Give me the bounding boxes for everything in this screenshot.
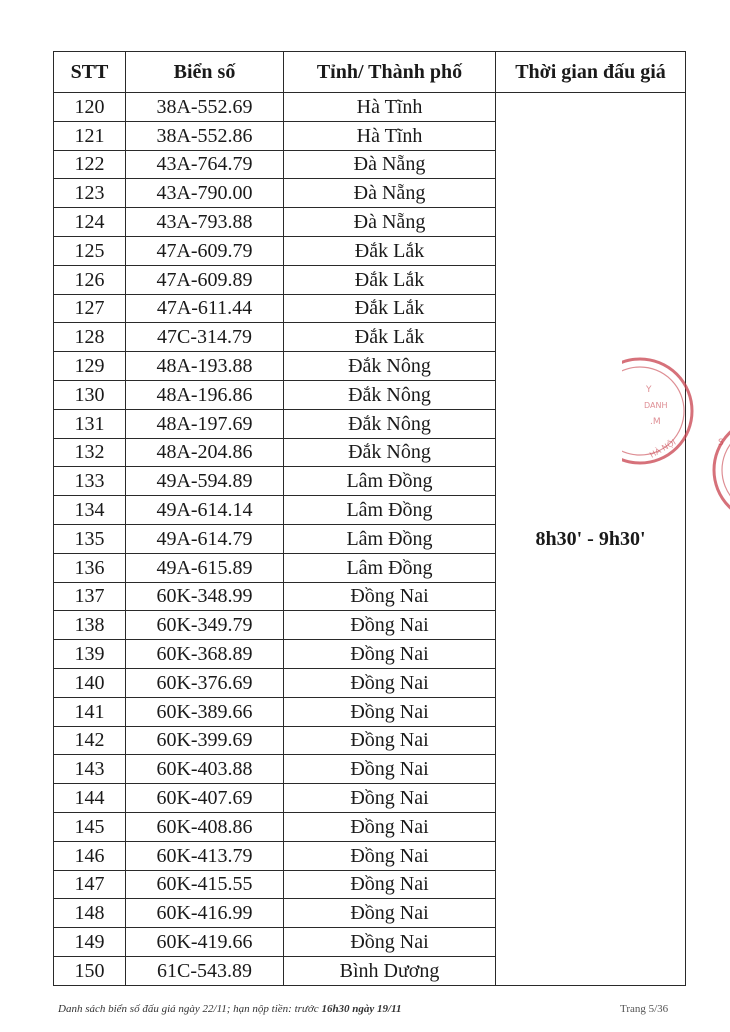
stt-cell: 130 [54, 380, 126, 409]
svg-text:.M: .M [650, 417, 661, 427]
province-cell: Đồng Nai [284, 870, 496, 899]
plate-cell: 60K-415.55 [126, 870, 284, 899]
stt-cell: 132 [54, 438, 126, 467]
stt-cell: 137 [54, 582, 126, 611]
province-cell: Đà Nẵng [284, 150, 496, 179]
footer-list-label: Danh sách biển số đấu giá ngày [58, 1003, 200, 1015]
province-cell: Hà Tĩnh [284, 121, 496, 150]
stt-cell: 143 [54, 755, 126, 784]
plate-cell: 48A-196.86 [126, 380, 284, 409]
province-cell: Đồng Nai [284, 899, 496, 928]
province-cell: Đồng Nai [284, 582, 496, 611]
province-cell: Đồng Nai [284, 841, 496, 870]
province-cell: Lâm Đồng [284, 553, 496, 582]
plate-cell: 60K-399.69 [126, 726, 284, 755]
province-cell: Lâm Đồng [284, 496, 496, 525]
stt-cell: 120 [54, 93, 126, 122]
stt-cell: 136 [54, 553, 126, 582]
province-cell: Đắk Nông [284, 352, 496, 381]
province-cell: Đồng Nai [284, 611, 496, 640]
province-cell: Đà Nẵng [284, 179, 496, 208]
stt-cell: 150 [54, 956, 126, 985]
stt-cell: 144 [54, 784, 126, 813]
plate-cell: 43A-793.88 [126, 208, 284, 237]
plate-cell: 60K-376.69 [126, 668, 284, 697]
plate-cell: 61C-543.89 [126, 956, 284, 985]
stt-cell: 148 [54, 899, 126, 928]
auction-plate-table [53, 51, 686, 986]
plate-cell: 43A-790.00 [126, 179, 284, 208]
province-cell: Đồng Nai [284, 812, 496, 841]
stt-cell: 122 [54, 150, 126, 179]
plate-cell: 49A-615.89 [126, 553, 284, 582]
stt-cell: 142 [54, 726, 126, 755]
province-cell: Đồng Nai [284, 726, 496, 755]
province-cell: Hà Tĩnh [284, 93, 496, 122]
stt-cell: 138 [54, 611, 126, 640]
stt-cell: 127 [54, 294, 126, 323]
province-cell: Đắk Nông [284, 380, 496, 409]
plate-cell: 49A-614.14 [126, 496, 284, 525]
svg-text:DANH: DANH [644, 401, 668, 410]
plate-cell: 48A-193.88 [126, 352, 284, 381]
plate-cell: 60K-419.66 [126, 928, 284, 957]
plate-cell: 48A-204.86 [126, 438, 284, 467]
red-seal-stamp-edge [708, 415, 730, 525]
footer-auction-date: 22/11 [202, 1003, 227, 1015]
plate-cell: 47A-609.89 [126, 265, 284, 294]
header-province: Tỉnh/ Thành phố [284, 52, 496, 93]
province-cell: Đồng Nai [284, 928, 496, 957]
province-cell: Lâm Đồng [284, 524, 496, 553]
plate-cell: 48A-197.69 [126, 409, 284, 438]
stt-cell: 129 [54, 352, 126, 381]
province-cell: Bình Dương [284, 956, 496, 985]
province-cell: Đồng Nai [284, 640, 496, 669]
stt-cell: 133 [54, 467, 126, 496]
table-header-row [54, 52, 686, 93]
stt-cell: 149 [54, 928, 126, 957]
province-cell: Đắk Lắk [284, 294, 496, 323]
header-auction-time: Thời gian đấu giá [496, 52, 686, 93]
svg-text:S: S [718, 438, 724, 448]
stt-cell: 145 [54, 812, 126, 841]
province-cell: Lâm Đồng [284, 467, 496, 496]
red-seal-stamp [622, 352, 700, 470]
stt-cell: 139 [54, 640, 126, 669]
plate-cell: 43A-764.79 [126, 150, 284, 179]
stt-cell: 124 [54, 208, 126, 237]
province-cell: Đồng Nai [284, 784, 496, 813]
stt-cell: 141 [54, 697, 126, 726]
stt-cell: 123 [54, 179, 126, 208]
auction-time-cell: 8h30' - 9h30' [496, 93, 686, 986]
footer-deadline: 16h30 ngày 19/11 [321, 1003, 402, 1015]
plate-cell: 60K-407.69 [126, 784, 284, 813]
table-row [54, 93, 686, 122]
plate-cell: 60K-368.89 [126, 640, 284, 669]
stt-cell: 126 [54, 265, 126, 294]
stt-cell: 140 [54, 668, 126, 697]
plate-cell: 38A-552.69 [126, 93, 284, 122]
plate-cell: 47A-611.44 [126, 294, 284, 323]
stt-cell: 128 [54, 323, 126, 352]
province-cell: Đắk Lắk [284, 265, 496, 294]
stt-cell: 121 [54, 121, 126, 150]
footer-deposit-label: ; hạn nộp tiền: trước [226, 1003, 319, 1015]
stt-cell: 147 [54, 870, 126, 899]
plate-cell: 38A-552.86 [126, 121, 284, 150]
plate-cell: 47C-314.79 [126, 323, 284, 352]
stt-cell: 146 [54, 841, 126, 870]
plate-cell: 60K-389.66 [126, 697, 284, 726]
province-cell: Đắk Lắk [284, 236, 496, 265]
province-cell: Đồng Nai [284, 697, 496, 726]
province-cell: Đắk Nông [284, 409, 496, 438]
province-cell: Đắk Lắk [284, 323, 496, 352]
province-cell: Đắk Nông [284, 438, 496, 467]
seal-graphic [622, 352, 700, 470]
plate-cell: 60K-403.88 [126, 755, 284, 784]
stt-cell: 134 [54, 496, 126, 525]
header-plate: Biển số [126, 52, 284, 93]
plate-cell: 60K-413.79 [126, 841, 284, 870]
seal-edge-graphic [708, 415, 730, 525]
plate-cell: 49A-594.89 [126, 467, 284, 496]
table-body [54, 93, 686, 986]
header-stt: STT [54, 52, 126, 93]
plate-cell: 60K-348.99 [126, 582, 284, 611]
province-cell: Đà Nẵng [284, 208, 496, 237]
plate-cell: 47A-609.79 [126, 236, 284, 265]
plate-cell: 60K-416.99 [126, 899, 284, 928]
stt-cell: 131 [54, 409, 126, 438]
province-cell: Đồng Nai [284, 755, 496, 784]
svg-text:Y: Y [646, 385, 652, 395]
page-number: Trang 5/36 [620, 1003, 669, 1015]
plate-cell: 60K-349.79 [126, 611, 284, 640]
stt-cell: 125 [54, 236, 126, 265]
stt-cell: 135 [54, 524, 126, 553]
plate-cell: 49A-614.79 [126, 524, 284, 553]
province-cell: Đồng Nai [284, 668, 496, 697]
svg-text:HÀ NỘI: HÀ NỘI [648, 437, 678, 460]
plate-cell: 60K-408.86 [126, 812, 284, 841]
footer-note [58, 1003, 402, 1015]
